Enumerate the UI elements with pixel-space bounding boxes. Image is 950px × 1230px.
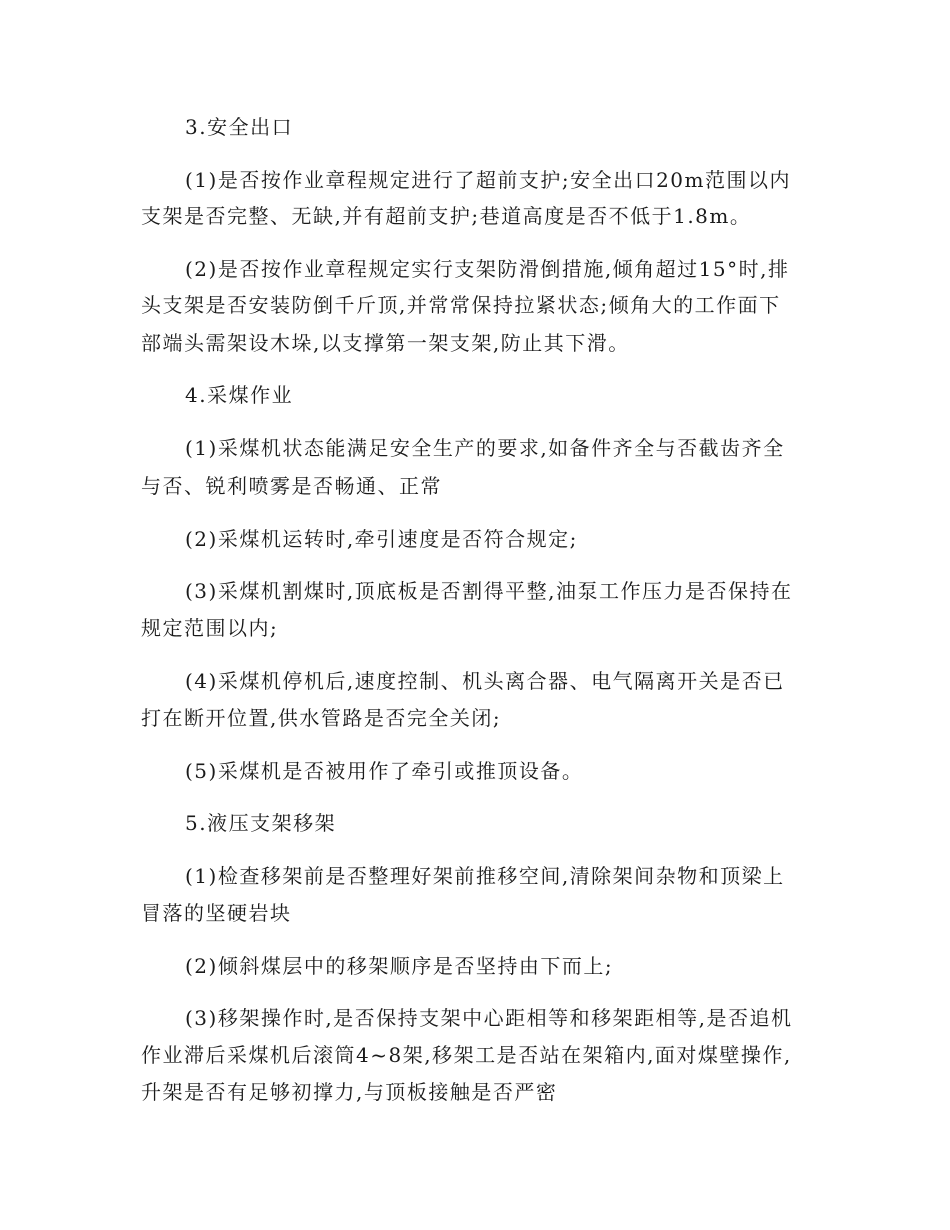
paragraph-line: 部端头需架设木垛,以支撑第一架支架,防止其下滑。	[141, 331, 630, 355]
paragraph-line: (3)采煤机割煤时,顶底板是否割得平整,油泵工作压力是否保持在	[185, 579, 793, 603]
paragraph-line: (1)是否按作业章程规定进行了超前支护;安全出口20m范围以内	[185, 168, 791, 192]
paragraph-line: (2)倾斜煤层中的移架顺序是否坚持由下而上;	[185, 954, 614, 978]
paragraph-line: (3)移架操作时,是否保持支架中心距相等和移架距相等,是否追机	[185, 1006, 793, 1030]
section-heading-safety-exit: 3.安全出口	[185, 115, 294, 139]
paragraph-line: 与否、锐利喷雾是否畅通、正常	[141, 474, 442, 498]
paragraph-line: 冒落的坚硬岩块	[141, 901, 292, 925]
paragraph-line: 规定范围以内;	[141, 616, 279, 640]
paragraph-line: (1)检查移架前是否整理好架前推移空间,清除架间杂物和顶梁上	[185, 864, 785, 888]
paragraph-line: (1)采煤机状态能满足安全生产的要求,如备件齐全与否截齿齐全	[185, 436, 785, 460]
paragraph-line: 头支架是否安装防倒千斤顶,并常常保持拉紧状态;倾角大的工作面下	[141, 293, 781, 317]
paragraph-line: (2)采煤机运转时,牵引速度是否符合规定;	[185, 527, 578, 551]
paragraph-line: 作业滞后采煤机后滚筒4~8架,移架工是否站在架箱内,面对煤壁操作,	[141, 1043, 792, 1067]
paragraph-line: (5)采煤机是否被用作了牵引或推顶设备。	[185, 759, 584, 783]
paragraph-line: 打在断开位置,供水管路是否完全关闭;	[141, 706, 502, 730]
paragraph-line: (4)采煤机停机后,速度控制、机头离合器、电气隔离开关是否已	[185, 669, 785, 693]
paragraph-line: 支架是否完整、无缺,并有超前支护;巷道高度是否不低于1.8m。	[141, 204, 752, 228]
paragraph-line: (2)是否按作业章程规定实行支架防滑倒措施,倾角超过15°时,排	[185, 257, 790, 281]
section-heading-hydraulic-support: 5.液压支架移架	[185, 811, 337, 835]
section-heading-coal-mining: 4.采煤作业	[185, 383, 294, 407]
paragraph-line: 升架是否有足够初撑力,与顶板接触是否严密	[141, 1080, 558, 1104]
